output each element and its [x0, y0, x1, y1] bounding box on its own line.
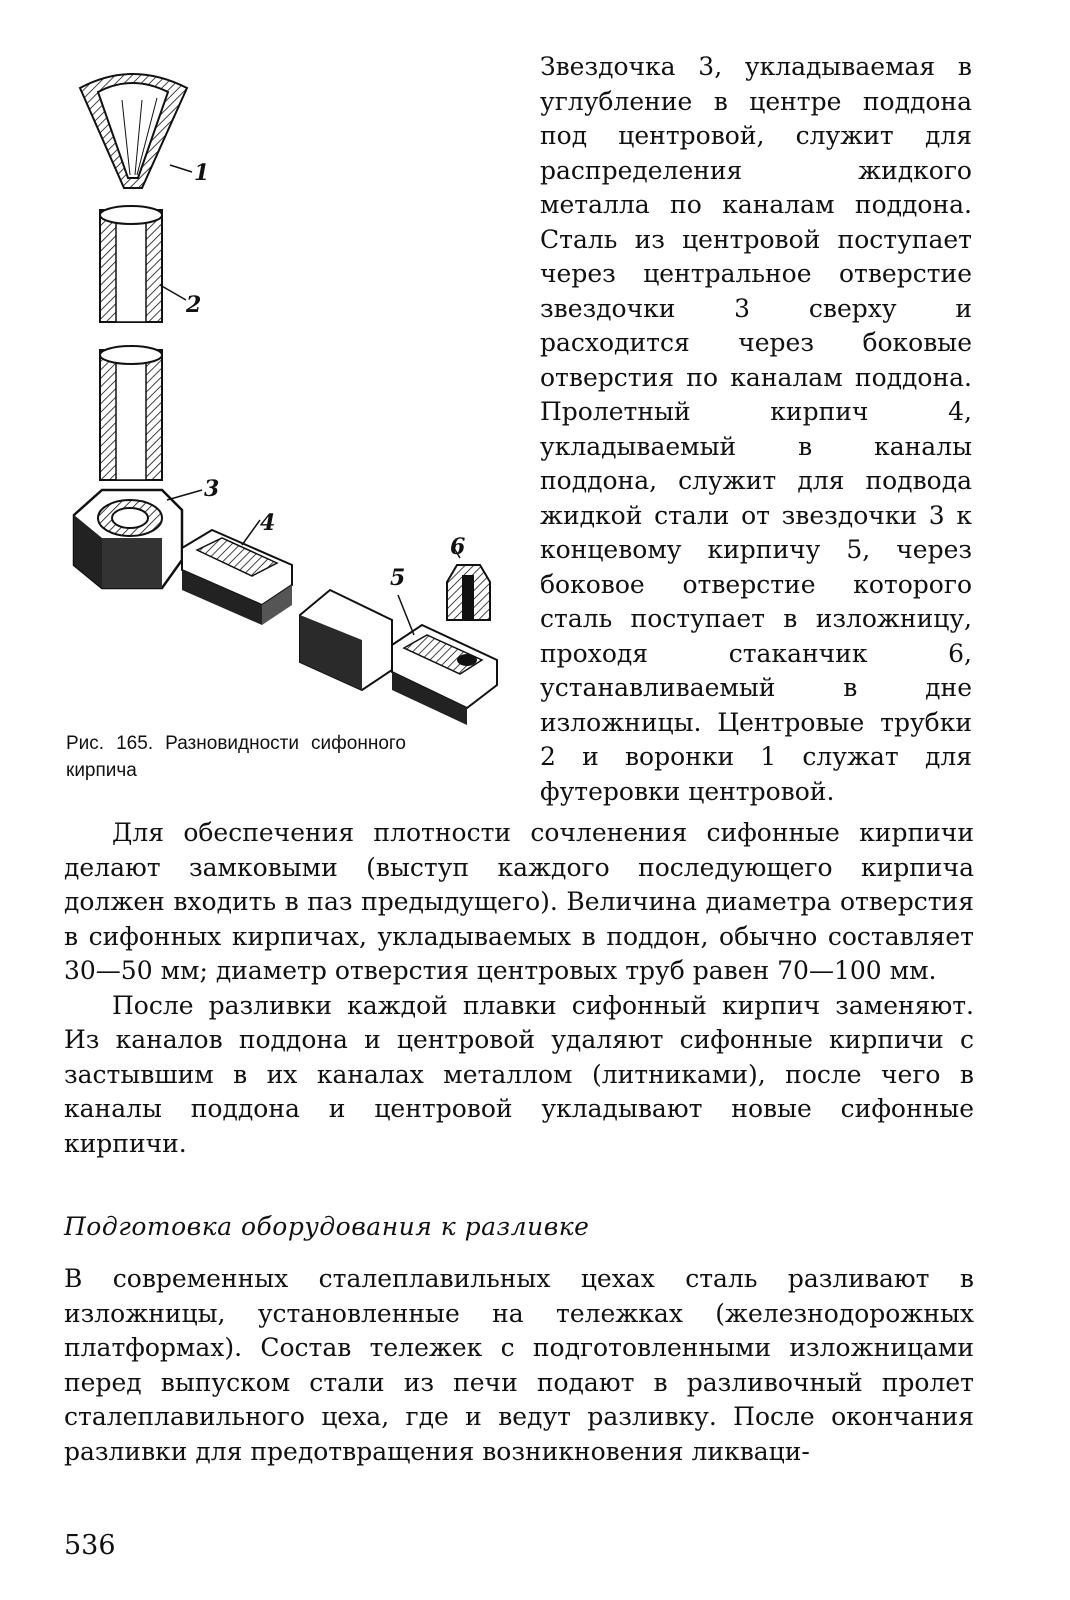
central-tube-2-upper	[100, 206, 186, 322]
figure-label-3: 3	[204, 476, 220, 502]
pass-brick-4	[182, 520, 292, 625]
main-body	[64, 816, 974, 1161]
side-paragraph	[540, 50, 972, 809]
siphon-brick-drawing	[62, 60, 502, 750]
section-body	[64, 1262, 974, 1469]
figure-caption: Рис. 165. Разновидности сифонного кирпича	[66, 733, 406, 781]
figure-label-6: 6	[450, 534, 466, 560]
funnel-1	[80, 74, 192, 188]
figure-label-1: 1	[194, 160, 210, 186]
section-heading: Подготовка оборудования к разливке	[64, 1212, 590, 1241]
figure-label-5: 5	[390, 565, 406, 591]
siphon-brick-figure	[62, 60, 502, 750]
central-tube-2-lower	[100, 346, 162, 480]
paragraph-brick-replacement: После разливки каждой плавки сифонный кирпич заменяют. Из каналов поддона и центровой удаляют сифонные кирпичи с застывшим в их каналах металлом (литниками), после чего в каналы поддона и центровой укладывают новые сифонные кирпичи.	[64, 990, 974, 1158]
figure-label-2: 2	[186, 292, 202, 318]
figure-label-4: 4	[260, 510, 276, 536]
page-number: 536	[64, 1530, 116, 1561]
section-paragraph: В современных сталеплавильных цехах сталь разливают в изложницы, установленные на тележках (железнодорожных платформах). Состав тележек с подготовленными изложницами перед выпуском стали из печи подают в разливочный пролет сталеплавильного цеха, где и ведут разливку. После окончания разливки для предотвращения возникновения ликваци-	[64, 1264, 974, 1466]
paragraph-brick-joints: Для обеспечения плотности сочленения сифонные кирпичи делают замковыми (выступ каждого последующего кирпича должен входить в паз предыдущего). Величина диаметра отверстия в сифонных кирпичах, укладываемых в поддон, обычно составляет 30—50 мм; диаметр отверстия центровых труб равен 70—100 мм.	[64, 818, 974, 985]
side-paragraph-text: Звездочка 3, укладываемая в углубление в центре поддона под центровой, служит для распределения жидкого металла по каналам поддона. Сталь из центровой поступает через центральное отверстие звездочки 3 сверху и расходится через боковые отверстия по каналам поддона. Пролетный кирпич 4, укладываемый в каналы поддона, служит для подвода жидкой стали от звездочки 3 к концевому кирпичу 5, через боковое отверстие которого сталь поступает в изложницу, проходя стаканчик 6, устанавливаемый в дне изложницы. Центровые трубки 2 и воронки 1 служат для футеровки центровой.	[540, 52, 972, 806]
